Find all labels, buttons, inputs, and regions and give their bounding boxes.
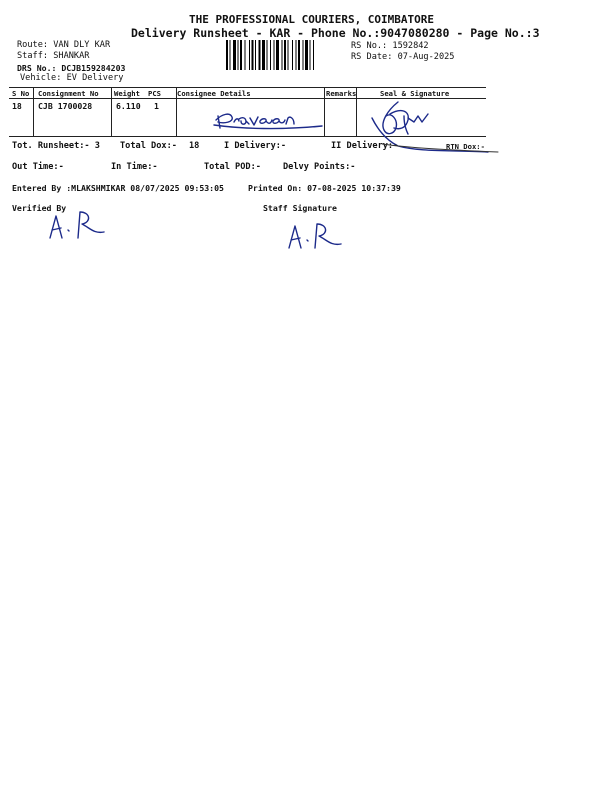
- table-header-border: [9, 98, 486, 99]
- rs-date: RS Date: 07-Aug-2025: [351, 52, 455, 62]
- company-title: THE PROFESSIONAL COURIERS, COIMBATORE: [189, 13, 435, 26]
- staff-signature: [287, 220, 347, 254]
- table-top-border: [9, 87, 486, 88]
- tot-runsheet: Tot. Runsheet:- 3: [12, 141, 100, 151]
- entered-by: Entered By :MLAKSHMIKAR 08/07/2025 09:53:05: [12, 183, 224, 193]
- i-delivery: I Delivery:-: [224, 141, 287, 151]
- cell-consignment-no: CJB 1700028: [38, 101, 93, 111]
- runsheet-subtitle: Delivery Runsheet - KAR - Phone No.:9047080280 - Page No.:3: [131, 26, 540, 40]
- total-dox-label: Total Dox:-: [120, 141, 177, 151]
- in-time: In Time:-: [111, 162, 158, 172]
- delvy-points: Delvy Points:-: [283, 162, 356, 172]
- route-text: Route: VAN DLY KAR: [17, 40, 111, 50]
- total-pod: Total POD:-: [204, 162, 261, 172]
- out-time: Out Time:-: [12, 162, 64, 172]
- table-divider: [111, 87, 112, 136]
- drs-number: DRS No.: DCJB159284203: [17, 63, 126, 73]
- total-dox-value: 18: [189, 141, 200, 151]
- cell-pcs: 1: [154, 101, 159, 111]
- header-weight: Weight: [114, 89, 140, 98]
- header-seal-signature: Seal & Signature: [380, 89, 450, 98]
- verified-by-signature: [46, 208, 106, 248]
- header-consignment-no: Consignment No: [38, 89, 99, 98]
- consignee-handwriting: [212, 108, 327, 132]
- vehicle-text: Vehicle: EV Delivery: [20, 73, 124, 83]
- rtn-dox: RTN Dox:-: [446, 142, 485, 151]
- header-consignee-details: Consignee Details: [177, 89, 251, 98]
- header-sno: S No: [12, 89, 30, 98]
- staff-signature-label: Staff Signature: [263, 203, 337, 213]
- staff-text: Staff: SHANKAR: [17, 51, 90, 61]
- rs-number: RS No.: 1592842: [351, 41, 429, 51]
- verified-by-label: Verified By: [12, 203, 67, 213]
- printed-on: Printed On: 07-08-2025 10:37:39: [248, 183, 401, 193]
- cell-weight: 6.110: [116, 101, 141, 111]
- header-remarks: Remarks: [326, 89, 357, 98]
- barcode-image: [226, 40, 344, 70]
- ii-delivery: II Delivery:-: [331, 141, 399, 151]
- table-divider: [33, 87, 34, 136]
- header-pcs: PCS: [148, 89, 161, 98]
- cell-sno: 18: [12, 101, 22, 111]
- delivery-underline-stroke: [380, 140, 500, 154]
